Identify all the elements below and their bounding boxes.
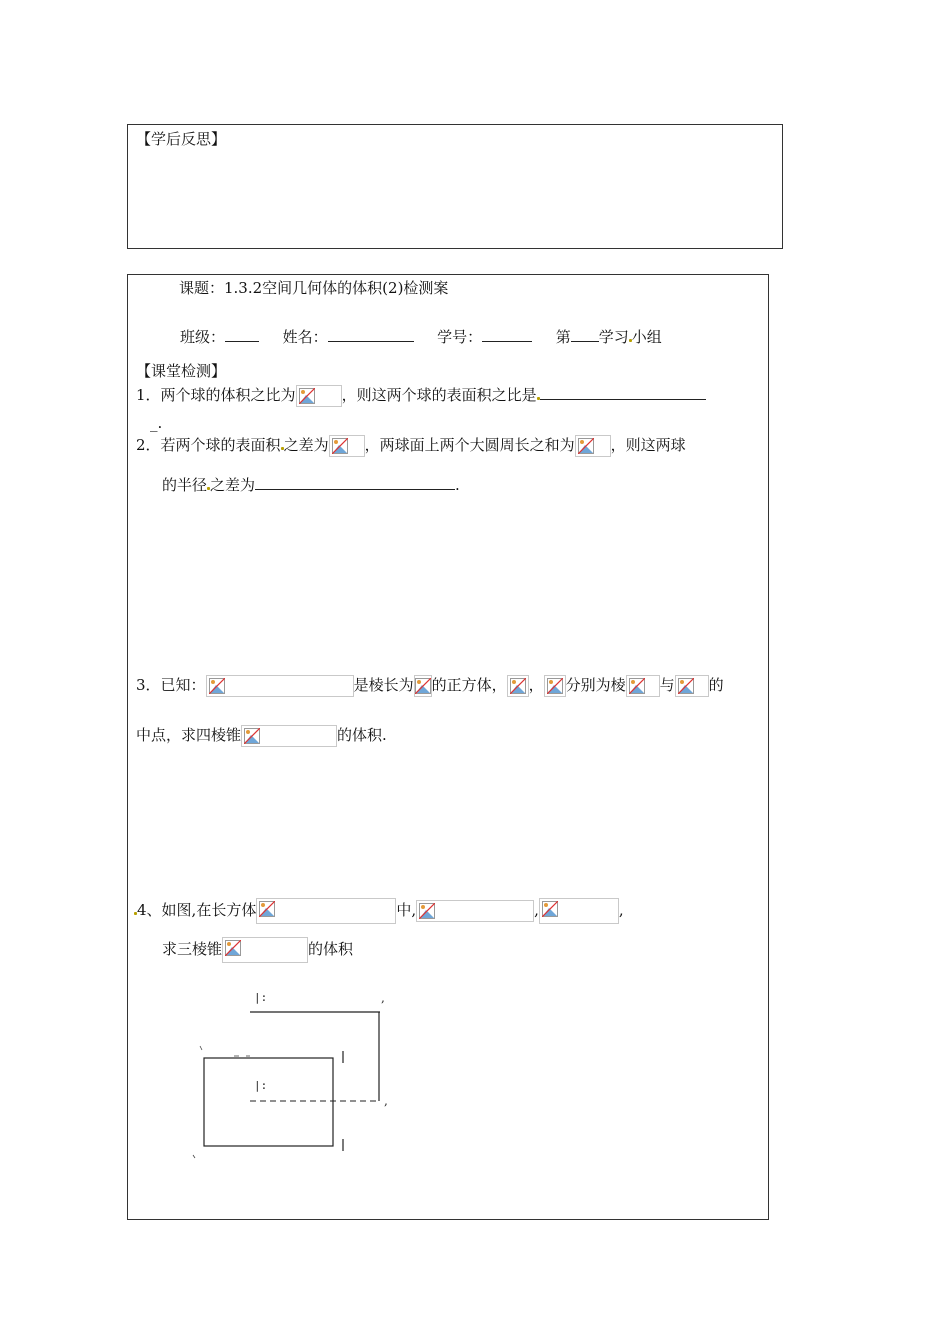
- topic-line: [179, 278, 448, 298]
- q4-text-d: ,: [618, 901, 624, 919]
- broken-image-icon: [542, 901, 558, 917]
- reflection-box: [127, 124, 783, 249]
- q3-text-g: 的: [708, 676, 724, 694]
- reflection-heading-text: 【学后反思】: [136, 130, 227, 148]
- question-2: [136, 435, 686, 457]
- group-suffix: 学习: [598, 328, 629, 346]
- formula-image: [575, 435, 611, 457]
- formula-image: [241, 725, 337, 747]
- info-line: [180, 327, 662, 347]
- q4-text-b: 中,: [396, 901, 417, 919]
- formula-image: [329, 435, 365, 457]
- q2-text-a: 若两个球的表面积: [160, 436, 281, 454]
- q2-line2-end: .: [455, 476, 460, 494]
- section-heading: [136, 361, 226, 381]
- broken-image-icon: [629, 678, 645, 694]
- q3-line2-a: 中点，求四棱锥: [136, 726, 242, 744]
- figure-mark-a: |:: [254, 991, 268, 1004]
- question-2-line-2: [162, 475, 460, 495]
- question-3-line-2: [136, 725, 387, 747]
- question-1: [136, 385, 706, 407]
- cuboid-figure: [188, 985, 448, 1185]
- q1-answer-blank[interactable]: [540, 385, 706, 400]
- formula-image: [416, 900, 534, 922]
- broken-image-icon: [209, 678, 225, 694]
- q2-text-b: 之差为: [283, 436, 329, 454]
- broken-image-icon: [332, 438, 348, 454]
- q2-text-c: ，两球面上两个大圆周长之和为: [364, 436, 575, 454]
- q2-line2-b: 之差为: [210, 476, 256, 494]
- broken-image-icon: [299, 388, 315, 404]
- formula-image: [206, 675, 354, 697]
- topic-text: 课题：1.3.2空间几何体的体积(2)检测案: [179, 279, 449, 297]
- q3-number: 3．: [136, 676, 161, 694]
- q4-line2-a: 求三棱锥: [162, 940, 223, 958]
- group-blank[interactable]: [571, 327, 599, 342]
- class-label: 班级：: [180, 328, 226, 346]
- formula-image: [675, 675, 709, 697]
- formula-image: [626, 675, 660, 697]
- id-label: 学号：: [437, 328, 483, 346]
- q1-text-a: 两个球的体积之比为: [160, 386, 296, 404]
- group-end: 小组: [631, 328, 662, 346]
- q3-text-b: 是棱长为: [353, 676, 414, 694]
- q3-text-c: 的正方体，: [431, 676, 507, 694]
- test-box: [127, 274, 769, 1220]
- q3-text-f: 与: [659, 676, 675, 694]
- figure-comma-2: ,: [384, 1094, 388, 1108]
- broken-image-icon: [259, 901, 275, 917]
- broken-image-icon: [678, 678, 694, 694]
- q3-text-e: 分别为棱: [565, 676, 626, 694]
- q1-text-b: ，则这两个球的表面积之比是: [341, 386, 537, 404]
- q2-line2-a: 的半径: [162, 476, 208, 494]
- formula-image: [256, 898, 396, 924]
- q2-number: 2．: [136, 436, 161, 454]
- q4-number: 4、: [137, 901, 162, 919]
- question-4: [134, 898, 624, 924]
- q4-line2-b: 的体积: [308, 940, 354, 958]
- question-1-tail: [150, 413, 162, 433]
- name-label: 姓名：: [282, 328, 328, 346]
- broken-image-icon: [547, 678, 563, 694]
- figure-comma-1: ,: [381, 991, 385, 1005]
- formula-image: [222, 937, 308, 963]
- group-prefix: 第: [555, 328, 571, 346]
- formula-image: [414, 675, 432, 697]
- q1-tail: _.: [150, 414, 163, 432]
- q3-text-d: ，: [528, 676, 544, 694]
- formula-image: [539, 898, 619, 924]
- broken-image-icon: [510, 678, 526, 694]
- formula-image: [296, 385, 342, 407]
- reflection-heading: [136, 129, 226, 149]
- broken-image-icon: [225, 940, 241, 956]
- q2-text-d: ，则这两球: [610, 436, 686, 454]
- q3-line2-b: 的体积.: [337, 726, 387, 744]
- question-3: [136, 675, 724, 697]
- broken-image-icon: [578, 438, 594, 454]
- question-4-line-2: [162, 937, 353, 963]
- q3-text-a: 已知：: [160, 676, 206, 694]
- broken-image-icon: [244, 728, 260, 744]
- broken-image-icon: [419, 903, 435, 919]
- figure-mark-b: |:: [254, 1079, 268, 1092]
- formula-image: [507, 675, 529, 697]
- q1-number: 1．: [136, 386, 161, 404]
- id-blank[interactable]: [482, 327, 532, 342]
- name-blank[interactable]: [328, 327, 414, 342]
- formula-image: [544, 675, 566, 697]
- q4-text-a: 如图,在长方体: [161, 901, 257, 919]
- class-blank[interactable]: [225, 327, 259, 342]
- broken-image-icon: [415, 678, 431, 694]
- q2-answer-blank[interactable]: [255, 475, 455, 490]
- q4-text-c: ,: [534, 901, 539, 919]
- section-heading-text: 【课堂检测】: [136, 362, 227, 380]
